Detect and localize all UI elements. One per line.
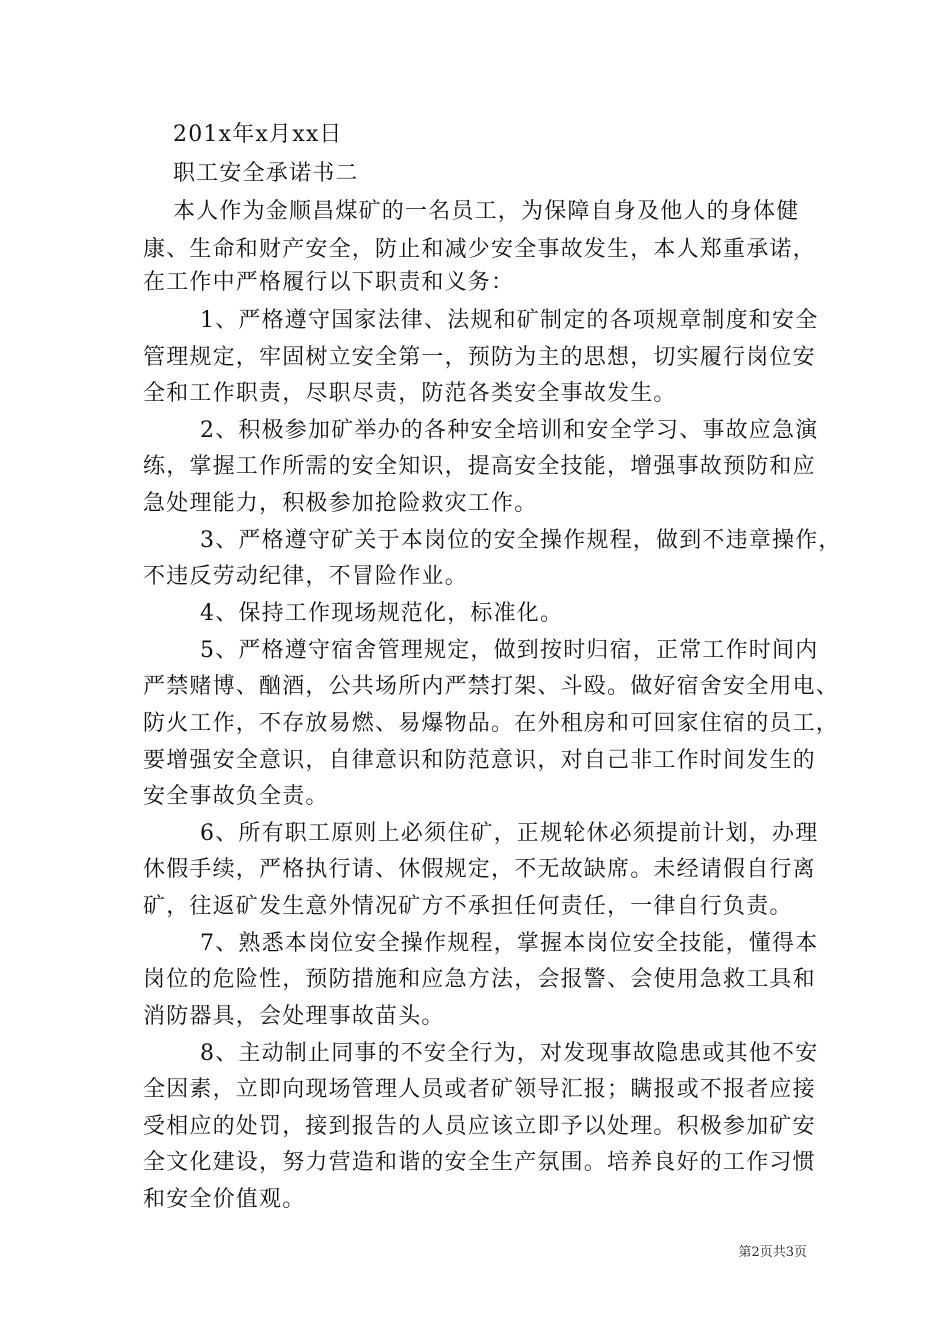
paragraph-line: 和安全价值观。 <box>143 1187 306 1212</box>
paragraph-line: 消防器具，会处理事故苗头。 <box>143 1004 445 1029</box>
paragraph-line: 2、积极参加矿举办的各种安全培训和安全学习、事故应急演 <box>200 418 819 443</box>
paragraph-line: 休假手续，严格执行请、休假规定，不无故缺席。未经请假自行离 <box>143 857 816 882</box>
paragraph-line: 要增强安全意识，自律意识和防范意识，对自己非工作时间发生的 <box>143 748 816 773</box>
paragraph-line: 6、所有职工原则上必须住矿，正规轮休必须提前计划，办理 <box>200 821 819 846</box>
paragraph-line: 严禁赌博、酗酒，公共场所内严禁打架、斗殴。做好宿舍安全用电、 <box>143 674 840 699</box>
section-title: 职工安全承诺书二 <box>173 161 359 186</box>
paragraph-line: 受相应的处罚，接到报告的人员应该立即予以处理。积极参加矿安 <box>143 1114 816 1139</box>
paragraph-line: 防火工作，不存放易燃、易爆物品。在外租房和可回家住宿的员工， <box>143 711 840 736</box>
paragraph-line: 安全事故负全责。 <box>143 784 329 809</box>
paragraph-line: 管理规定，牢固树立安全第一，预防为主的思想，切实履行岗位安 <box>143 345 816 370</box>
paragraph-line: 8、主动制止同事的不安全行为，对发现事故隐患或其他不安 <box>200 1041 819 1066</box>
paragraph-line: 康、生命和财产安全，防止和减少安全事故发生，本人郑重承诺， <box>143 237 816 262</box>
paragraph-line: 练，掌握工作所需的安全知识，提高安全技能，增强事故预防和应 <box>143 454 816 479</box>
paragraph-line: 1、严格遵守国家法律、法规和矿制定的各项规章制度和安全 <box>200 308 819 333</box>
paragraph-line: 3、严格遵守矿关于本岗位的安全操作规程，做到不违章操作， <box>200 528 842 553</box>
paragraph-line: 7、熟悉本岗位安全操作规程，掌握本岗位安全技能，懂得本 <box>200 931 819 956</box>
paragraph-line: 5、严格遵守宿舍管理规定，做到按时归宿，正常工作时间内 <box>200 638 819 663</box>
page-number: 第2页共3页 <box>738 1245 807 1260</box>
paragraph-line: 4、保持工作现场规范化，标准化。 <box>200 601 564 626</box>
paragraph-line: 在工作中严格履行以下职责和义务： <box>143 270 515 295</box>
paragraph-line: 全文化建设，努力营造和谐的安全生产氛围。培养良好的工作习惯 <box>143 1150 816 1175</box>
paragraph-line: 本人作为金顺昌煤矿的一名员工，为保障自身及他人的身体健 <box>173 199 800 224</box>
paragraph-line: 全因素，立即向现场管理人员或者矿领导汇报；瞒报或不报者应接 <box>143 1077 816 1102</box>
date-line: 201x年x月xx日 <box>173 122 343 147</box>
paragraph-line: 矿，往返矿发生意外情况矿方不承担任何责任，一律自行负责。 <box>143 894 793 919</box>
paragraph-line: 急处理能力，积极参加抢险救灾工作。 <box>143 491 538 516</box>
paragraph-line: 岗位的危险性，预防措施和应急方法，会报警、会使用急救工具和 <box>143 967 816 992</box>
paragraph-line: 全和工作职责，尽职尽责，防范各类安全事故发生。 <box>143 381 677 406</box>
paragraph-line: 不违反劳动纪律，不冒险作业。 <box>143 564 468 589</box>
